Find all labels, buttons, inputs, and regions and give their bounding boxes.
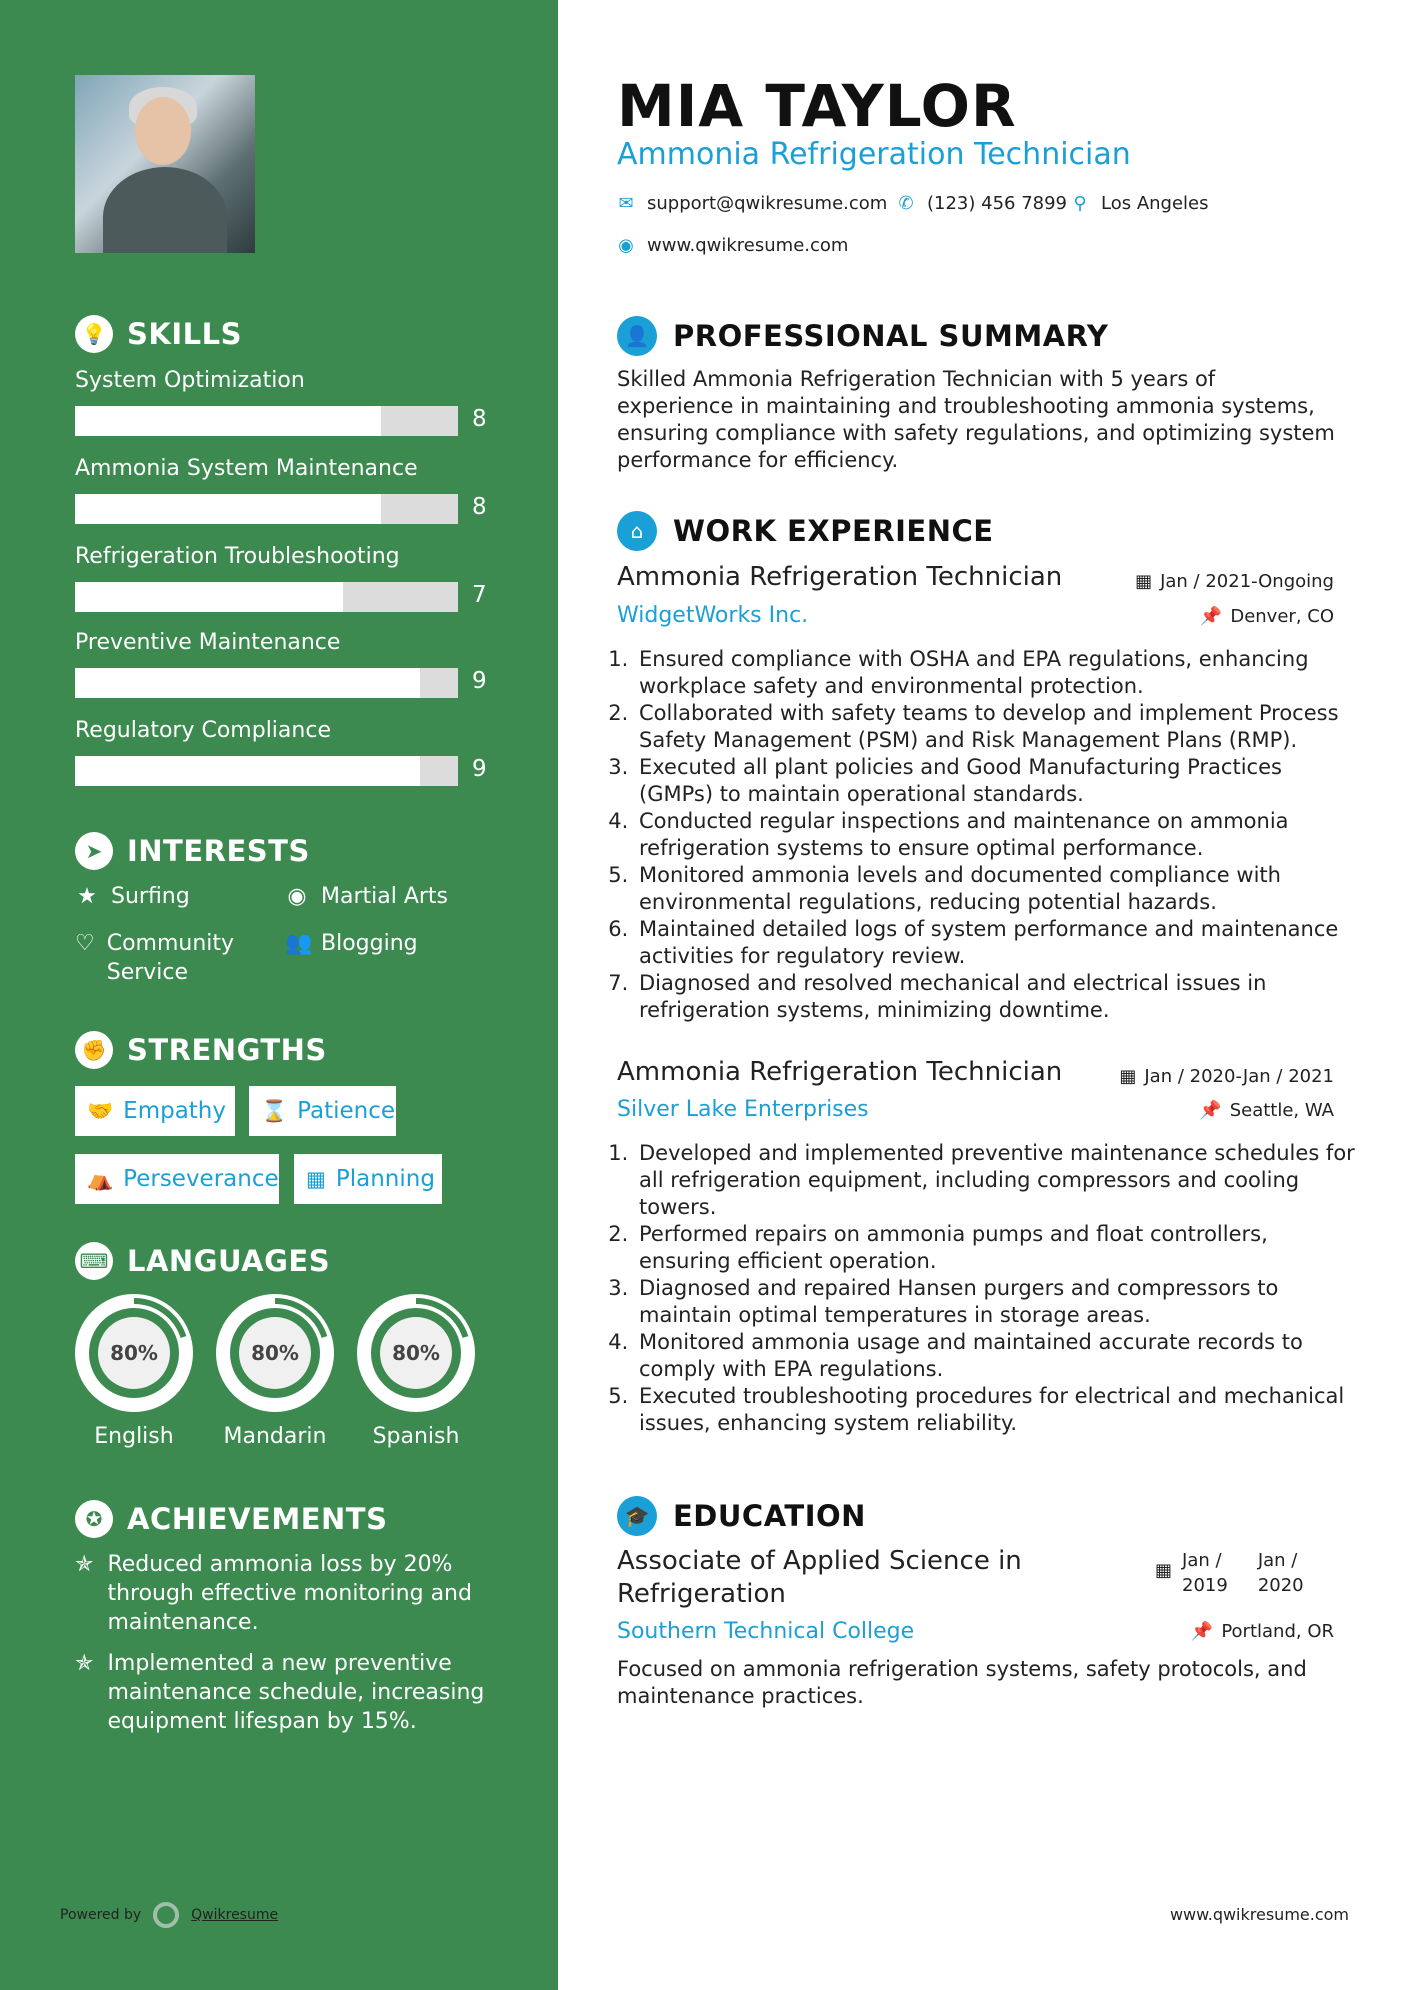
skill-bar	[75, 582, 458, 612]
education-start	[1182, 1548, 1228, 1598]
calendar-icon: ▦	[1135, 571, 1153, 592]
experience-heading	[617, 511, 994, 551]
star-icon: ★	[77, 884, 97, 909]
job-dates-text: Jan / 2020-Jan / 2021	[1144, 1066, 1334, 1087]
skill-bar	[75, 406, 458, 436]
skill-bar	[75, 494, 458, 524]
job-bullet: 1. Ensured compliance with OSHA and EPA regulations, enhancing workplace safety and environmental protection.	[635, 646, 1355, 700]
calendar-icon: ▦	[1155, 1560, 1173, 1581]
education-degree	[617, 1545, 1022, 1611]
language-item	[214, 1292, 336, 1449]
language-ring	[355, 1292, 477, 1414]
strength-label: Empathy	[123, 1098, 226, 1124]
skill-bar	[75, 668, 458, 698]
strength-label: Patience	[297, 1098, 396, 1124]
job-location-text: Denver, CO	[1230, 606, 1334, 627]
skills-heading	[75, 315, 242, 353]
experience-title: WORK EXPERIENCE	[673, 514, 994, 548]
pin-icon: 📌	[1190, 1621, 1214, 1642]
interest-item	[285, 929, 418, 958]
achievement-item	[75, 1550, 485, 1637]
handshake-icon: ♡	[75, 931, 95, 956]
job-bullets	[617, 646, 1355, 1024]
interest-item	[75, 929, 255, 987]
skill-bar-fill	[75, 494, 381, 524]
language-item	[355, 1292, 477, 1449]
achievement-text: Reduced ammonia loss by 20% through effective monitoring and maintenance.	[107, 1552, 472, 1635]
pin-icon: 📌	[1199, 1100, 1222, 1121]
contact-location	[1071, 193, 1209, 214]
strength-badge	[75, 1086, 235, 1136]
job-bullet: 1. Developed and implemented preventive maintenance schedules for all refrigeration equipment, including compressors and cooling towers.	[635, 1140, 1355, 1221]
job-bullet: 4. Monitored ammonia usage and maintained accurate records to comply with EPA regulations.	[635, 1329, 1355, 1383]
globe-icon: ◉	[287, 884, 307, 909]
languages-heading	[75, 1242, 330, 1280]
powered-by	[60, 1902, 278, 1928]
job-bullet: 2. Collaborated with safety teams to develop and implement Process Safety Management (PSM) and Risk Management Plans (RMP).	[635, 700, 1355, 754]
skill-name: Preventive Maintenance	[75, 630, 341, 655]
education-title: EDUCATION	[673, 1499, 866, 1533]
job-dates	[1119, 1066, 1334, 1087]
phone-icon: ✆	[898, 193, 914, 214]
qwikresume-logo-icon	[153, 1902, 179, 1928]
handshake-icon: 🤝	[87, 1098, 114, 1123]
degree-line: Associate of Applied Science in	[617, 1546, 1022, 1576]
job-bullet: 5. Executed troubleshooting procedures for electrical and mechanical issues, enhancing system reliability.	[635, 1383, 1355, 1437]
interest-label: Surfing	[111, 884, 190, 909]
skill-bar-fill	[75, 668, 420, 698]
profile-photo	[75, 75, 255, 253]
candidate-role: Ammonia Refrigeration Technician	[617, 137, 1131, 172]
user-icon: 👤	[617, 316, 657, 356]
website-text[interactable]: www.qwikresume.com	[647, 235, 849, 256]
skill-name: Ammonia System Maintenance	[75, 456, 418, 481]
job-bullet: 3. Diagnosed and repaired Hansen purgers and compressors to maintain optimal temperatures in storage areas.	[635, 1275, 1355, 1329]
skills-title: SKILLS	[127, 317, 242, 351]
job-bullet: 7. Diagnosed and resolved mechanical and electrical issues in refrigeration systems, minimizing downtime.	[635, 970, 1355, 1024]
language-item	[73, 1292, 195, 1449]
sidebar	[0, 0, 558, 1990]
interest-label: Blogging	[321, 931, 418, 956]
language-name: Mandarin	[223, 1424, 327, 1449]
job-dates-text: Jan / 2021-Ongoing	[1160, 571, 1334, 592]
job-title: Ammonia Refrigeration Technician	[617, 562, 1063, 592]
candidate-name: MIA TAYLOR	[617, 72, 1017, 140]
job-company: WidgetWorks Inc.	[617, 603, 809, 628]
footer-url[interactable]: www.qwikresume.com	[1169, 1905, 1349, 1924]
language-name: English	[94, 1424, 174, 1449]
education-heading	[617, 1496, 866, 1536]
job-location	[1200, 606, 1334, 627]
job-title: Ammonia Refrigeration Technician	[617, 1057, 1063, 1087]
strength-badge	[294, 1154, 442, 1204]
skill-bar-fill	[75, 582, 343, 612]
achievements-title: ACHIEVEMENTS	[127, 1502, 388, 1536]
lightbulb-icon: 💡	[75, 315, 113, 353]
language-ring	[214, 1292, 336, 1414]
contact-email[interactable]	[617, 193, 887, 214]
calendar-icon: ▦	[306, 1167, 326, 1191]
fist-icon: ✊	[75, 1031, 113, 1069]
date-line: Jan /	[1257, 1550, 1298, 1571]
strength-badge	[249, 1086, 396, 1136]
paper-plane-icon: ➤	[75, 832, 113, 870]
education-text: Focused on ammonia refrigeration systems, safety protocols, and maintenance practices.	[617, 1657, 1307, 1708]
phone-text[interactable]: (123) 456 7899	[927, 193, 1068, 214]
strength-badge	[75, 1154, 279, 1204]
skill-level: 7	[472, 582, 487, 608]
education-end	[1258, 1548, 1304, 1598]
stars-icon: ✯	[75, 1552, 94, 1577]
skill-level: 8	[472, 494, 487, 520]
skill-bar	[75, 756, 458, 786]
office-chair-icon: ⌂	[617, 511, 657, 551]
interest-item	[285, 882, 448, 911]
summary-heading	[617, 316, 1108, 356]
skill-bar-fill	[75, 756, 420, 786]
skill-level: 8	[472, 406, 487, 432]
calendar-icon: ▦	[1119, 1066, 1137, 1087]
email-text[interactable]: support@qwikresume.com	[647, 193, 888, 214]
summary-text: Skilled Ammonia Refrigeration Technician with 5 years of experience in maintaining and troubleshooting ammonia systems, ensuring compliance with safety regulations, and optimizing system performance for efficiency.	[617, 367, 1335, 472]
job-bullet: 6. Maintained detailed logs of system performance and maintenance activities for regulatory review.	[635, 916, 1355, 970]
stars-icon: ✯	[75, 1651, 94, 1676]
interests-title: INTERESTS	[127, 834, 310, 868]
skill-name: Regulatory Compliance	[75, 718, 331, 743]
degree-line: Refrigeration	[617, 1579, 786, 1609]
skill-name: Refrigeration Troubleshooting	[75, 544, 400, 569]
interest-label: Martial Arts	[321, 884, 449, 909]
job-bullet: 3. Executed all plant policies and Good Manufacturing Practices (GMPs) to maintain operational standards.	[635, 754, 1355, 808]
summary-title: PROFESSIONAL SUMMARY	[673, 319, 1109, 353]
binoculars-icon: ⛺	[87, 1166, 114, 1191]
users-icon: 👥	[285, 931, 313, 956]
achievements-heading	[75, 1500, 387, 1538]
hourglass-icon: ⌛	[261, 1098, 288, 1123]
job-location	[1199, 1100, 1334, 1121]
qwikresume-link[interactable]: Qwikresume	[191, 1907, 279, 1923]
language-card-icon: ⌨	[75, 1242, 113, 1280]
interest-label: Community Service	[106, 931, 235, 985]
languages-title: LANGUAGES	[127, 1244, 331, 1278]
education-location	[1191, 1621, 1334, 1642]
strength-label: Perseverance	[123, 1166, 279, 1192]
job-bullets	[617, 1140, 1355, 1437]
education-school: Southern Technical College	[617, 1619, 915, 1644]
skill-name: System Optimization	[75, 368, 305, 393]
map-pin-icon: ⚲	[1073, 193, 1087, 214]
job-bullet: 4. Conducted regular inspections and maintenance on ammonia refrigeration systems to ensure optimal performance.	[635, 808, 1355, 862]
globe-icon: ◉	[618, 235, 634, 256]
skill-level: 9	[472, 668, 487, 694]
job-location-text: Seattle, WA	[1229, 1100, 1334, 1121]
education-dates	[1155, 1548, 1304, 1598]
achievement-item	[75, 1649, 485, 1736]
pin-icon: 📌	[1199, 606, 1223, 627]
contact-website[interactable]	[617, 235, 848, 256]
achievement-text: Implemented a new preventive maintenance schedule, increasing equipment lifespan by 15%.	[107, 1651, 485, 1734]
job-dates	[1135, 571, 1334, 592]
star-badge-icon: ✪	[75, 1500, 113, 1538]
location-text: Los Angeles	[1101, 193, 1209, 214]
language-name: Spanish	[372, 1424, 460, 1449]
date-line: 2020	[1257, 1575, 1304, 1596]
strengths-heading	[75, 1031, 327, 1069]
education-location-text: Portland, OR	[1221, 1621, 1334, 1642]
strength-label: Planning	[335, 1166, 435, 1192]
job-bullet: 2. Performed repairs on ammonia pumps and float controllers, ensuring efficient operation.	[635, 1221, 1355, 1275]
skill-level: 9	[472, 756, 487, 782]
date-line: Jan /	[1182, 1550, 1222, 1571]
interest-item	[75, 882, 190, 911]
date-line: 2019	[1182, 1575, 1228, 1596]
powered-by-label: Powered by	[60, 1907, 142, 1923]
skill-bar-fill	[75, 406, 381, 436]
graduation-cap-icon: 🎓	[617, 1496, 657, 1536]
interests-heading	[75, 832, 310, 870]
strengths-title: STRENGTHS	[127, 1033, 327, 1067]
envelope-icon: ✉	[618, 193, 634, 214]
job-company: Silver Lake Enterprises	[617, 1097, 869, 1122]
language-percent: 80%	[110, 1341, 158, 1365]
job-bullet: 5. Monitored ammonia levels and documented compliance with environmental regulations, reducing potential hazards.	[635, 862, 1355, 916]
contact-phone[interactable]	[897, 193, 1067, 214]
language-ring	[73, 1292, 195, 1414]
language-percent: 80%	[251, 1341, 299, 1365]
language-percent: 80%	[392, 1341, 440, 1365]
